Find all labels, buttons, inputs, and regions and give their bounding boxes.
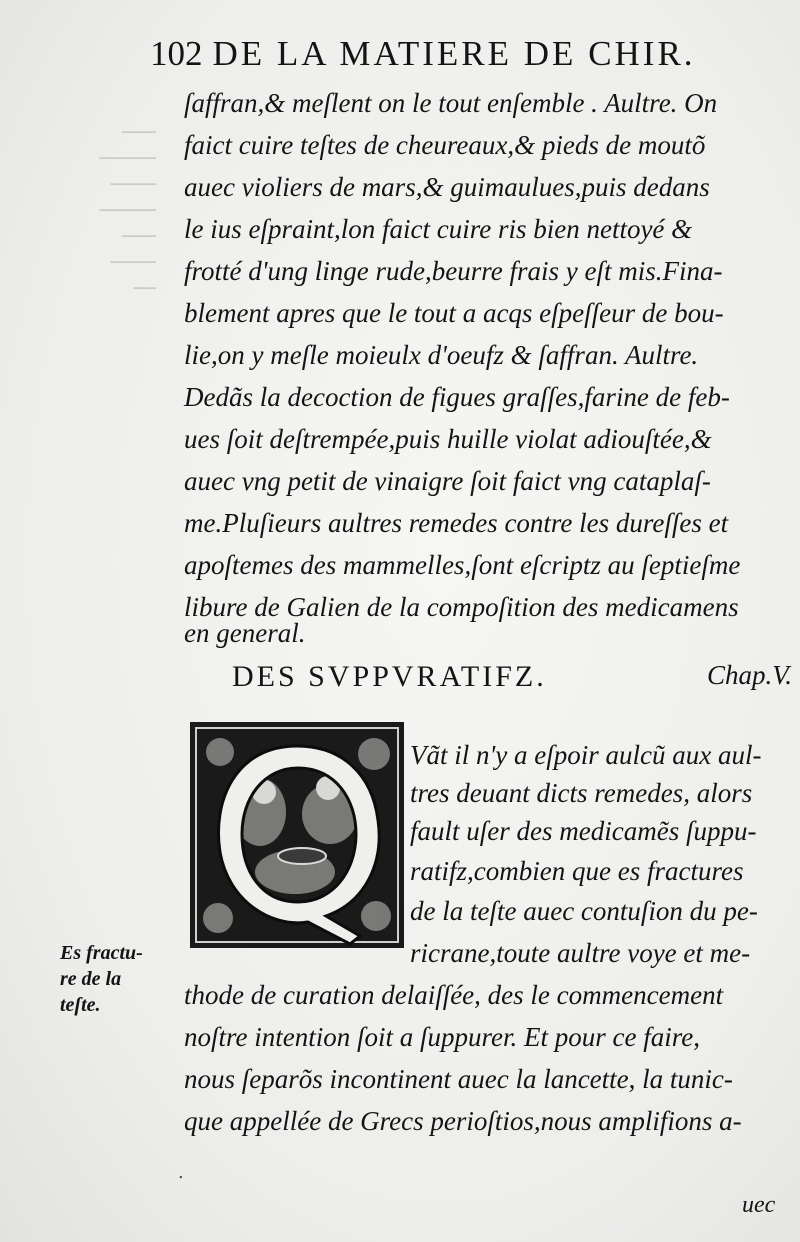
ink-mark: . [178, 1162, 184, 1183]
chapter-number: Chap.V. [706, 660, 792, 690]
text-line: nous ſeparõs incontinent auec la lancette, la tunic- [184, 1064, 733, 1094]
woodcut-initial-icon [190, 722, 404, 948]
text-line: auec vng petit de vinaigre ſoit faict vng cataplaſ- [184, 466, 711, 496]
margin-note-line: teſte. [60, 994, 101, 1016]
text-line: tres deuant dicts remedes, alors [410, 778, 753, 808]
text-line: le ius eſpraint,lon faict cuire ris bien nettoyé & [184, 214, 693, 244]
margin-note [60, 940, 143, 1018]
page-number: 102 [150, 34, 203, 73]
margin-note-line: re de la [60, 968, 122, 990]
text-line: libure de Galien de la compoſition des medicamens [184, 592, 739, 622]
chapter-title: DES SVPPVRATIFZ. [232, 660, 547, 693]
text-line: de la teſte auec contuſion du pe- [410, 896, 758, 926]
text-line: Dedãs la decoction de figues graſſes,farine de feb- [184, 382, 730, 412]
chapter-heading [232, 660, 792, 694]
text-line: ſaffran,& meſlent on le tout enſemble . Aultre. On [184, 88, 718, 118]
text-line: frotté d'ung linge rude,beurre frais y eſt mis.Fina- [184, 256, 723, 286]
text-line: faict cuire teſtes de cheureaux,& pieds de moutõ [184, 130, 706, 160]
text-line: thode de curation delaiſſée, des le commencement [184, 980, 724, 1010]
text-line: me.Pluſieurs aultres remedes contre les dureſſes et [184, 508, 729, 538]
text-line: que appellée de Grecs perioſtios,nous amplifions a- [184, 1106, 742, 1136]
text-line: ratifz,combien que es fractures [410, 856, 744, 886]
text-line: lie,on y meſle moieulx d'oeufz & ſaffran. Aultre. [184, 340, 699, 370]
text-line: fault uſer des medicamẽs ſuppu- [410, 816, 757, 846]
show-through-margin: ─── ───── ──── ───── ─── ──── ── [99, 124, 156, 297]
text-line: ues ſoit deſtrempée,puis huille violat adiouſtée,& [184, 424, 712, 454]
running-head [150, 34, 790, 74]
text-line: apoſtemes des mammelles,ſont eſcriptz au ſeptieſme [184, 550, 741, 580]
text-line: noſtre intention ſoit a ſuppurer. Et pour ce faire, [184, 1022, 700, 1052]
catchword: uec [742, 1192, 776, 1218]
decorated-initial [190, 722, 404, 948]
text-line: blement apres que le tout a acqs eſpeſſeur de bou- [184, 298, 724, 328]
text-line: auec violiers de mars,& guimaulues,puis dedans [184, 172, 710, 202]
margin-note-line: Es fractu- [60, 942, 143, 964]
running-title: DE LA MATIERE DE CHIR. [212, 34, 696, 73]
text-line: en general. [184, 618, 306, 648]
text-line: ricrane,toute aultre voye et me- [410, 938, 751, 968]
text-line: Vãt il n'y a eſpoir aulcũ aux aul- [410, 740, 762, 770]
